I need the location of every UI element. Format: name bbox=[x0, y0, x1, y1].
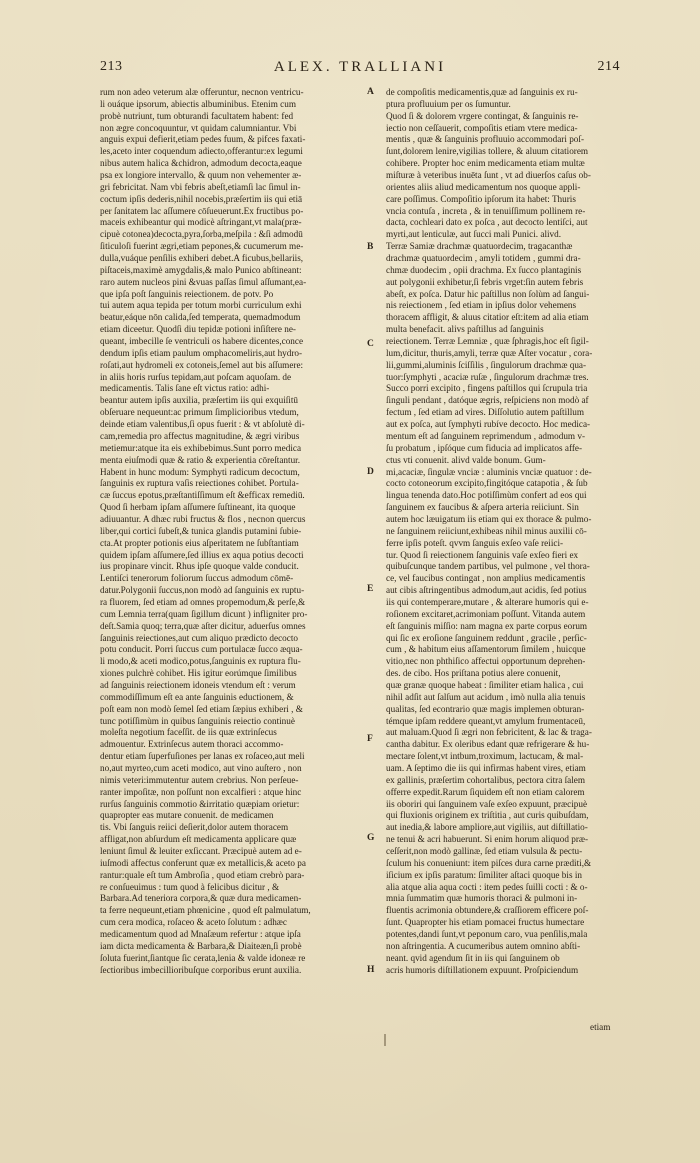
right-column-line: myrti,aut lenticulæ, aut ſucci mali Punici. alivd. bbox=[386, 229, 562, 240]
left-column-line: raro autem nucleos pini &vuas paſſas ſimul aſſumant,ea- bbox=[100, 276, 307, 287]
margin-letter: A bbox=[367, 87, 374, 97]
left-column-line: quapropter eas mutare conuenit. de medicamen bbox=[100, 810, 274, 821]
right-text-column bbox=[386, 87, 622, 976]
left-column-line: tui autem aqua tepida per totum morbi curriculum exhi bbox=[100, 300, 302, 311]
right-column-line: miſturæ à veteribus inuēta ſunt , vt ad diuerſos caſus ob- bbox=[386, 170, 591, 181]
left-column-line: non ægre concoquuntur, vt quidam calumniantur. Vbi bbox=[100, 122, 297, 133]
left-column-line: deſt.Samia quoq; terra,quæ aſter dicitur, aduerſus omnes bbox=[100, 620, 306, 631]
left-column-line: no,aut myrteo,cum aceti modico, aut vino auſtero , non bbox=[100, 762, 302, 773]
right-column-line: aut cibis aſtringentibus admodum,aut acidis, ſed potius bbox=[386, 585, 587, 596]
right-column-line: alia atque alia aqua cocti : item pedes ſuilli cocti : & o- bbox=[386, 881, 588, 892]
right-column-line: nis reiectionem , ſed etiam in ipſius dolor vehemens bbox=[386, 300, 577, 311]
left-column-line: metiemur:atque ita eis exhibebimus.Sunt porro medica bbox=[100, 442, 302, 453]
left-column-line: medicamentum quod ad Mnaſæum refertur : atque ipſa bbox=[100, 929, 301, 940]
left-column-line: li ouáque ipsorum, abiectis albuminibus. Etenim cum bbox=[100, 98, 296, 109]
left-column-line: moleſta negotium faceſſit. de iis quæ extrinſecus bbox=[100, 727, 277, 738]
right-column-line: aut maluam.Quod ſi ægri non febricitent, & lac & traga- bbox=[386, 727, 592, 738]
left-column-line: medicamentis. Talis ſane eſt victus ratio: adhi- bbox=[100, 383, 270, 394]
right-column-line: cum , & habitum eius aſſamentorum ſimilem , huicque bbox=[386, 644, 586, 655]
left-column-line: ſiticuloſi fuerint ægri,etiam pepones,& cucumerum me- bbox=[100, 241, 304, 252]
margin-letter: H bbox=[367, 965, 375, 975]
right-column-line: chmæ duodecim , opii drachma. Ex ſucco plantaginis bbox=[386, 264, 582, 275]
left-column-line: cam,remedia pro affectus magnitudine, & ægri viribus bbox=[100, 430, 300, 441]
right-column-line: ne ſanguinem reiiciunt,exhibeas nihil minus auxilii cō- bbox=[386, 525, 587, 536]
left-column-line: rum non adeo veterum alæ offeruntur, necnon ventricu- bbox=[100, 87, 304, 97]
right-column-line: mentum eſt ad ſanguinem reprimendum , admodum v- bbox=[386, 430, 586, 441]
left-column-line: iuſmodi affectus conferunt quæ ex metallicis,& aceto pa bbox=[100, 857, 306, 868]
right-column-line: aut inedia,& labore ampliore,aut vigiliis, aut diſtillatio- bbox=[386, 822, 588, 833]
left-column-line: obſeruare nequeunt:ac primum ſimplicioribus vtedum, bbox=[100, 407, 299, 418]
right-column-line: ferre ipſis poteſt. qvvm ſanguis exſeo vaſe reiici- bbox=[386, 537, 564, 548]
right-column-line: lii,gummi,aluminis ſciſſilis , ſingulorum drachmæ qua- bbox=[386, 359, 587, 370]
left-column-line: leniunt ſimul & leuiter exſiccant. Præcipuè autem ad e- bbox=[100, 846, 302, 856]
right-column-line: ex gallinis, præſertim cohortalibus, pectora citra ſalem bbox=[386, 774, 585, 785]
right-column-line: aut polygonii exhibetur,ſi febris vrget:ſin autem febris bbox=[386, 276, 584, 287]
left-column-line: li modo,& aceti modico,potus,ſanguinis ex ruptura flu- bbox=[100, 656, 301, 667]
margin-letter: B bbox=[367, 242, 374, 252]
left-column-line: cæ ſuccus epotus,præſtantiſſimum eſt &efficax remediū. bbox=[100, 490, 305, 501]
left-column-line: ad ſanguinis reiectionem idoneis vtendum eſt : verum bbox=[100, 679, 296, 690]
right-column-line: ce, vel faucibus contingat , non amplius medicamentis bbox=[386, 573, 586, 584]
right-column-line: ſunt. Quapropter his etiam pomacei fructus humectare bbox=[386, 917, 585, 928]
right-column-line: qui ſic ex eroſione ſanguinem reddunt , gracile , perſic- bbox=[386, 632, 587, 643]
left-column-line: menta eiuſmodi quæ & ratio & experientia cōreſtantur. bbox=[100, 454, 301, 465]
right-column-line: offerre expedit.Rarum ſiquidem eſt non etiam calorem bbox=[386, 786, 585, 797]
left-column-line: rurſus ſanguinis commotio &irritatio quæpiam orietur: bbox=[100, 798, 300, 809]
right-column-line: cantha dabitur. Ex oleribus edant quæ refrigerare & hu- bbox=[386, 739, 590, 750]
right-column-line: multa benefacit. alivs paſtillus ad ſanguinis bbox=[386, 324, 544, 335]
right-column-line: tuor:ſymphyti , acaciæ ruſæ , ſingulorum drachmæ tres. bbox=[386, 371, 589, 382]
right-column-line: reiectionem. Terræ Lemniæ , quæ ſphragis,hoc eſt ſigil- bbox=[386, 336, 589, 347]
left-column-line: maceis exhibeantur qui modicè aſtringant,vt mala(præ- bbox=[100, 217, 302, 228]
margin-letter: D bbox=[367, 467, 374, 477]
left-column-line: ranter impoſitæ, non poſſunt non excalfieri : atque hinc bbox=[100, 786, 302, 797]
left-column-line: psa ex longiore intervallo, & quum non vehementer æ- bbox=[100, 170, 302, 181]
left-column-line: in aliis horis rurſus tepidam,aut poſcam aquoſam. de bbox=[100, 371, 292, 382]
left-column-line: ra fluorem, ſed etiam ad omnes propemodum,& perſe,& bbox=[100, 596, 306, 607]
right-column-line: mectare ſolent,vt intbum,troximum, lactucam, & mal- bbox=[386, 751, 584, 762]
left-column-line: tunc potiſſimùm in quibus ſanguinis reiectio continuè bbox=[100, 715, 295, 726]
left-column-line: les,aceto inter coquendum adiecto,offerantur:ex legumi bbox=[100, 146, 303, 157]
right-column-line: care poſſimus. Compoſitio ipſorum ita habet: Thuris bbox=[386, 193, 576, 204]
right-column-line: fluentis acrimonia obtundere,& craſſiorem efficere poſ- bbox=[386, 905, 589, 916]
right-column-line: qualitas, ſed econtrario quæ magis implemen obturan- bbox=[386, 703, 585, 714]
right-column-line: potentes,dandi ſunt,vt peponum caro, vua penſilis,mala bbox=[386, 929, 588, 940]
right-column-line: ptura profluuium per os ſumuntur. bbox=[386, 98, 511, 109]
right-column-line: cohibere. Propter hoc enim medicamenta etiam multæ bbox=[386, 158, 585, 169]
left-column-line: anguis expui defierit,etiam pedes fuum, & pifces faxati- bbox=[100, 134, 306, 145]
left-column-line: nimis veteri:immutentur autem crebrius. Non perſeue- bbox=[100, 774, 299, 785]
right-column-line: lingua tenenda dato.Hoc potiſſimùm confert ad eos qui bbox=[386, 490, 587, 501]
left-column-line: tis. Vbi ſanguis reiici deſierit,dolor autem thoracem bbox=[100, 822, 289, 833]
left-column-line: admouentur. Extrinſecus autem thoraci accommo- bbox=[100, 739, 284, 750]
left-column-line: queant, imbecille ſe ventriculi os habere dicentes,conce bbox=[100, 336, 304, 347]
right-column-line: cocto cotoneorum excipito,fingitóque catapotia , & ſub bbox=[386, 478, 588, 489]
right-column-line: ſunt,dolorem lenire,vigilias tollere, & aluum citatiorem bbox=[386, 146, 589, 157]
left-column-line: deinde etiam valentibus,ſi opus fuerit : & vt abſolutè di- bbox=[100, 419, 305, 430]
right-column-line: mi,acaciæ, ſingulæ vnciæ : aluminis vnciæ quatuor : de- bbox=[386, 466, 592, 477]
left-column-line: iam dicta medicamenta & Barbara,& Diaiteæn,ſi probè bbox=[100, 940, 302, 951]
catchword: etiam bbox=[590, 1022, 611, 1032]
left-column-line: poſt eam non modò ſemel ſed etiam ſæpius exhiberi , & bbox=[100, 703, 303, 714]
margin-letter: G bbox=[367, 833, 375, 843]
left-column-line: gri febricitat. Nam vbi febris abeſt,etiamſi lac ſimul in- bbox=[100, 181, 301, 192]
right-column-line: uam. A ſeptimo die iis qui infirmas habent vires, etiam bbox=[386, 762, 586, 773]
left-column-line: ſoluta fuerint,ſiantque ſic cerata,lenia & valde idoneæ re bbox=[100, 952, 306, 963]
right-column-line: vncia contuſa , increta , & in tenuiſſimum pollinem re- bbox=[386, 205, 586, 216]
left-column-line: Lentiſci tenerorum foliorum ſuccus admodum cōmē- bbox=[100, 573, 294, 584]
left-text-column bbox=[100, 87, 362, 976]
left-column-line: cta.At propter potionis eius aſperitatem ne ſubſtantiam bbox=[100, 537, 299, 548]
right-column-line: acris humoris diſtillationem expuunt. Proſpiciendum bbox=[386, 964, 579, 975]
left-column-line: cum cera modica, roſaceo & aceto ſolutum : adhæc bbox=[100, 917, 287, 928]
right-column-line: Succo porri excipito , fingens paſtillos qui ſcrupula tria bbox=[386, 383, 588, 394]
left-column-line: ſectioribus imbecillioribuſque corporibus erunt auxilia. bbox=[100, 964, 302, 975]
right-column-line: mnia ſummatim quæ humoris thoraci & pulmoni in- bbox=[386, 893, 578, 904]
page-header bbox=[100, 58, 620, 78]
left-column-line: que ipſa poſt ſanguinis reiectionem. de potv. Po bbox=[100, 288, 274, 299]
left-column-line: probè nutriunt, tum obturandi facultatem habent: fed bbox=[100, 110, 294, 121]
left-column-line: Barbara.Ad teneriora corpora,& quæ dura medicamen- bbox=[100, 893, 302, 904]
right-column-line: qui fluxionis originem ex triſtitia , aut curis quibuſdam, bbox=[386, 810, 589, 821]
right-column-line: ceſſerit,non modò gallinæ, ſed etiam vulsula & pectu- bbox=[386, 846, 583, 856]
right-column-line: de compoſitis medicamentis,quæ ad ſanguinis ex ru- bbox=[386, 87, 578, 97]
right-column-line: nihil adſit aut ſalſum aut acidum , imò nulla alia tenuis bbox=[386, 691, 586, 702]
right-column-line: témque ipſam reddere queant,vt amylum frumentaceū, bbox=[386, 715, 586, 726]
left-column-line: rantur:quale eſt tum Ambroſia , quod etiam crebrò para- bbox=[100, 869, 305, 880]
left-column-line: xiones pulchrè cohibet. His igitur eorúmque ſimilibus bbox=[100, 668, 297, 679]
right-column-line: ſculum his conueniunt: item piſces dura carne præditi,& bbox=[386, 857, 592, 868]
right-column-line: ctus vti conuenit. alivd valde bonum. Gum- bbox=[386, 454, 546, 465]
margin-letter: F bbox=[367, 734, 373, 744]
right-column-line: eſt ſanguinis miſſio: nam magna ex parte corpus eorum bbox=[386, 620, 588, 631]
left-column-line: ſanguinis reiectiones,aut cum aliquo prædicto decocto bbox=[100, 632, 298, 643]
section-margin-letters bbox=[364, 87, 382, 1047]
left-column-line: beatur,eáque nōn calida,ſed temperata, quemadmodum bbox=[100, 312, 301, 323]
left-column-line: cum Lemnia terra(quam ſigillum dicunt ) infligniter pro- bbox=[100, 608, 308, 619]
page-number-left: 213 bbox=[100, 59, 123, 74]
right-column-line: ſu probatum , ipſóque cum fiducia ad implicatos affe- bbox=[386, 442, 583, 453]
left-column-line: commodiſſimum eſt ea ante ſanguinis eductionem, & bbox=[100, 691, 294, 702]
left-column-line: liber,qui cortici ſubeſt,& tunica glandis putamini ſubie- bbox=[100, 525, 302, 536]
left-column-line: dulla,vuáque penſilis exhiberi debet.A ficubus,bellariis, bbox=[100, 253, 304, 264]
margin-letter: C bbox=[367, 339, 374, 349]
right-column-line: dacta, cochleari dato ex poſca , aut decocto lentiſci, aut bbox=[386, 217, 588, 228]
right-column-line: tur. Quod ſi reiectionem ſanguinis vaſe exſeo fieri ex bbox=[386, 549, 579, 560]
running-title: ALEX. TRALLIANI bbox=[273, 59, 447, 75]
left-column-line: ſanguinis ex ruptura vaſis reiectiones cohibet. Portula- bbox=[100, 478, 299, 489]
right-column-line: neant. qvid agendum ſit in iis qui ſanguinem ob bbox=[386, 952, 560, 963]
right-column-line: abeſt, ex poſca. Datur hic paſtillus non ſolùm ad ſangui- bbox=[386, 288, 590, 299]
left-column-line: cipuè cotonea)decocta,pyra,ſorba,meſpila : &ſi admodū bbox=[100, 229, 303, 240]
right-column-line: iſicium ex ipſis paratum: ſimiliter aſtaci quoque bis in bbox=[386, 869, 582, 880]
left-column-line: quidem ipſam aſſumere,ſed illius ex aqua potius decocti bbox=[100, 549, 304, 560]
left-column-line: dentur etiam ſuperfuſiones per lanas ex roſaceo,aut meli bbox=[100, 751, 305, 762]
left-column-line: re conſueuimus : tum quod à felicibus dicitur , & bbox=[100, 881, 280, 892]
right-column-line: orientes aliis aliud medicamentum nos quoque appli- bbox=[386, 181, 581, 192]
right-column-line: aut ex poſca, aut ſymphyti rubíve decocto. Hoc medica- bbox=[386, 419, 591, 430]
left-column-line: Quod ſi herbam ipſam aſſumere ſuſtineant, ita quoque bbox=[100, 502, 296, 513]
left-column-line: Habent in hunc modum: Symphyti radicum decoctum, bbox=[100, 466, 300, 477]
left-column-line: ius propinare vincit. Rhus ipſe quoque valde conducit. bbox=[100, 561, 299, 572]
margin-letter: E bbox=[367, 584, 374, 594]
right-column-line: mentis , quæ & ſanguinis profluuio accommodari poſ- bbox=[386, 134, 585, 145]
left-column-line: ta ferre nequeunt,etiam phœnicine , quod eſt palmulatum, bbox=[100, 905, 311, 916]
left-column-line: adiuuantur. A dhæc rubi fructus & flos , necnon quercus bbox=[100, 513, 306, 524]
right-column-line: thoracem affligit, & aluus citatior eſt:item ad alia etiam bbox=[386, 312, 589, 323]
right-column-line: autem hoc læuigatum iis etiam qui ex thorace & pulmo- bbox=[386, 513, 592, 524]
left-column-line: beantur autem ipſis auxilia, præſertim iis qui exquiſitū bbox=[100, 395, 299, 406]
right-column-line: lum,dicitur, thuris,amyli, terræ quæ Aſter vocatur , cora- bbox=[386, 347, 593, 358]
left-column-line: dendum ipſis etiam paulum omphacomeliris,aut hydro- bbox=[100, 347, 303, 358]
left-column-line: per ſanitatem lac aſſumere cōſueuerunt.Ex fructibus po- bbox=[100, 205, 304, 216]
left-column-line: roſati,aut hydromeli ex cotoneis,ſemel aut bis aſſumere: bbox=[100, 359, 304, 370]
right-column-line: quibuſcunque tandem partibus, vel pulmone , vel thora- bbox=[386, 561, 590, 572]
page-number-right: 214 bbox=[597, 59, 620, 74]
left-column-line: potu conducit. Porri ſuccus cum portulacæ ſucco æqua- bbox=[100, 644, 303, 655]
right-column-line: drachmæ quatuordecim , amyli totidem , gummi dra- bbox=[386, 253, 581, 264]
right-column-line: ſinguli pendant , datóque ægris, reſpiciens non modò af bbox=[386, 395, 589, 406]
right-column-line: iis qui contemperare,mutare , & alterare humoris qui e- bbox=[386, 596, 589, 607]
right-column-line: roſionem excitaret,acrimoniam poſſunt. Vitanda autem bbox=[386, 608, 586, 619]
right-column-line: ſanguinem ex faucibus & aſpera arteria reiiciunt. Sin bbox=[386, 502, 579, 513]
left-column-line: piſtaceis,maximè amygdalis,& malo Punico abſtineant: bbox=[100, 264, 302, 275]
right-column-line: iis oboriri qui ſanguinem vaſe exſeo expuunt, præcipuè bbox=[386, 798, 588, 809]
right-column-line: fectum , ſed etiam ad vires. Diſſolutio autem paſtillum bbox=[386, 407, 584, 418]
right-column-line: ne tenui & acri habuerunt. Si enim horum aliquod præ- bbox=[386, 834, 589, 845]
left-column-line: affligat,non abſurdum eſt medicamenta applicare quæ bbox=[100, 834, 297, 845]
right-column-line: iectio non ceſſauerit, compoſitis etiam vtere medica- bbox=[386, 122, 578, 133]
right-column-line: non aſtringentia. A cucumeribus autem omnino abſti- bbox=[386, 940, 581, 951]
right-column-line: Terræ Samiæ drachmæ quatuordecim, tragacanthæ bbox=[386, 241, 573, 252]
right-column-line: Quod ſi & dolorem vrgere contingat, & ſanguinis re- bbox=[386, 110, 579, 121]
left-column-line: coctum ipſis dederis,nihil nocebis,præſertim iis qui etiā bbox=[100, 193, 303, 204]
right-column-line: vitio,nec non phthiſico affectui opportunum deprehen- bbox=[386, 656, 586, 667]
left-column-line: datur.Polygonii ſuccus,non modò ad ſanguinis ex ruptu- bbox=[100, 585, 305, 596]
left-column-line: etiam diceetur. Quodſi diu tepidæ potioni inſiſtere ne- bbox=[100, 324, 296, 335]
ink-mark bbox=[384, 1034, 386, 1046]
left-column-line: nibus autem halica &chidron, admodum decocta,eaque bbox=[100, 158, 302, 169]
right-column-line: quæ granæ quoque habeat : ſimiliter etiam halica , cui bbox=[386, 679, 584, 690]
right-column-line: des. de cibo. Hos priſtana potius alere conuenit, bbox=[386, 668, 561, 679]
